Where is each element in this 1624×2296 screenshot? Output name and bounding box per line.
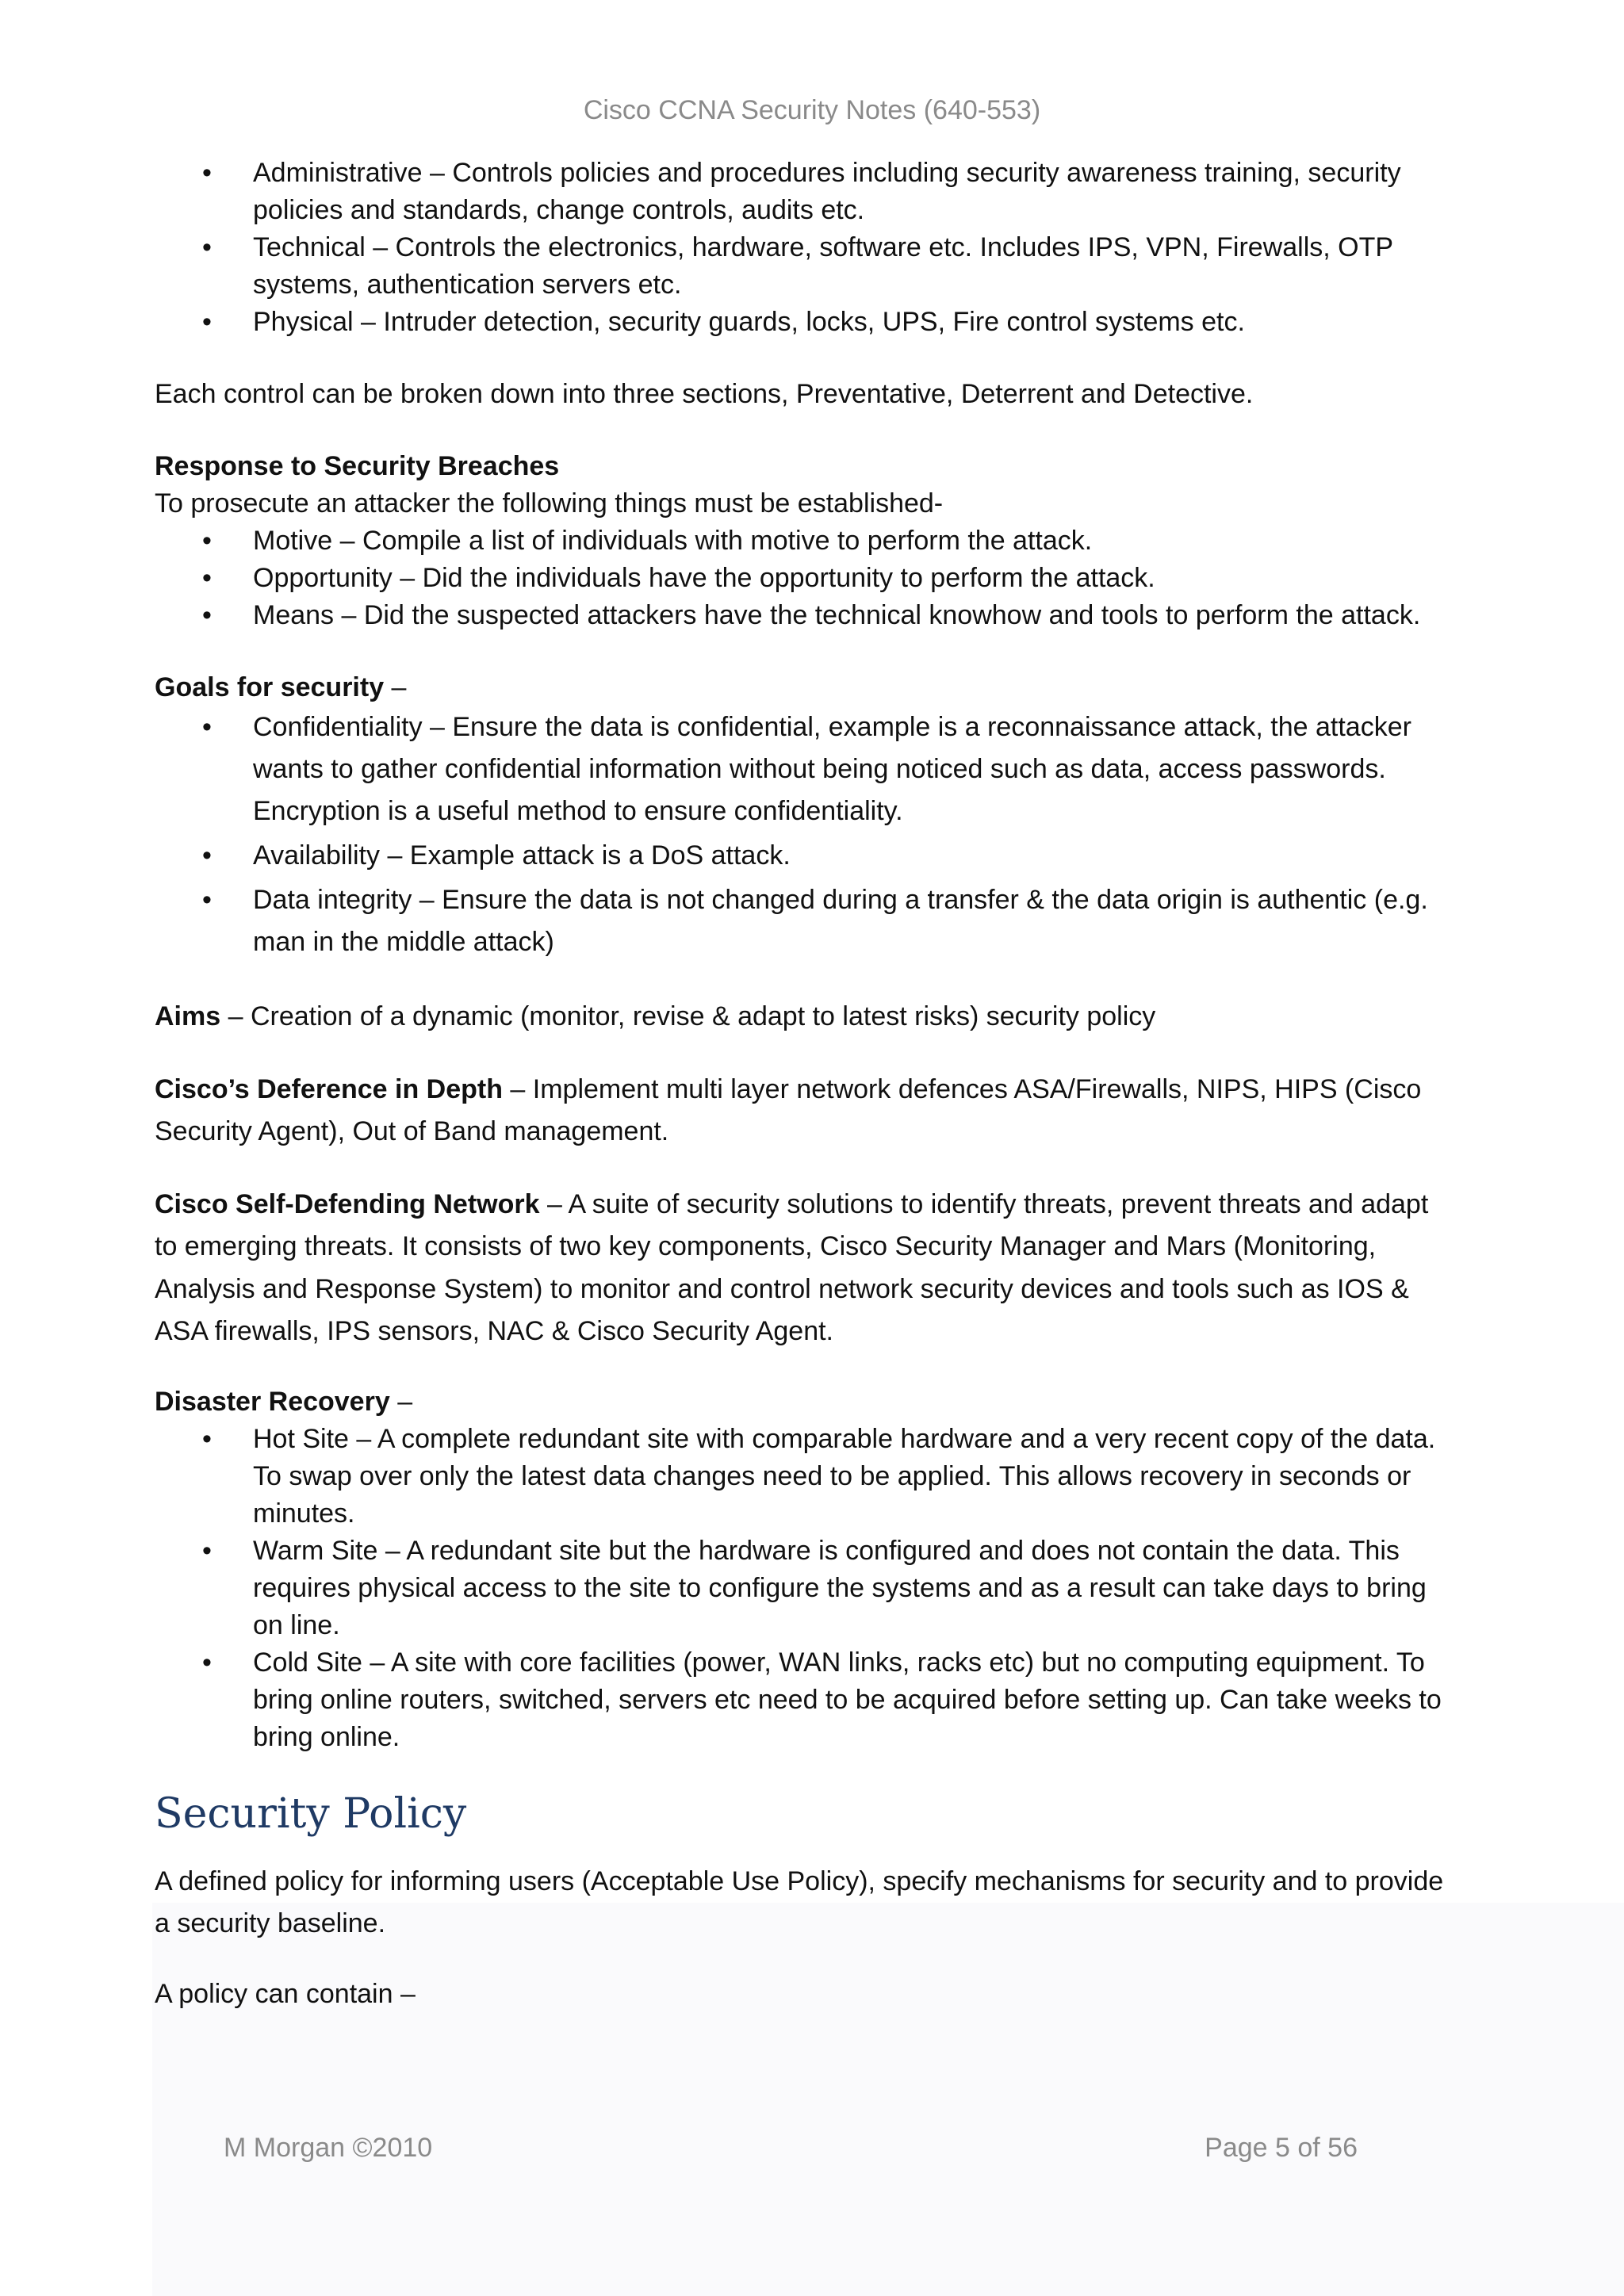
page-content bbox=[155, 155, 1455, 2013]
goals-list bbox=[155, 706, 1455, 963]
defence-paragraph: Cisco’s Deference in Depth – Implement multi layer network defences ASA/Firewalls, NIPS, HIPS (Cisco Security Agent), Out of Band management. bbox=[155, 1073, 1422, 1146]
disaster-heading: Disaster Recovery – bbox=[155, 1386, 413, 1417]
list-item: • Motive – Compile a list of individuals with motive to perform the attack. bbox=[253, 522, 1455, 560]
disaster-list bbox=[155, 1421, 1455, 1756]
list-item: • Data integrity – Ensure the data is not changed during a transfer & the data origin is authentic (e.g. man in the middle attack) bbox=[253, 879, 1455, 963]
aims-paragraph: Aims – Creation of a dynamic (monitor, revise & adapt to latest risks) security policy bbox=[155, 1001, 1156, 1031]
sdn-paragraph: Cisco Self-Defending Network – A suite of security solutions to identify threats, prevent threats and adapt to emerging threats. It consists of two key components, Cisco Security Manager and Mars (Monitoring, Analysis and Response System) to monitor and control network security devices and tools such as IOS & ASA firewalls, IPS sensors, NAC & Cisco Security Agent. bbox=[155, 1188, 1429, 1346]
response-intro: To prosecute an attacker the following things must be established- bbox=[155, 488, 944, 519]
page-header: Cisco CCNA Security Notes (640-553) bbox=[583, 95, 1041, 125]
section-heading: Security Policy bbox=[155, 1789, 467, 1838]
policy-paragraph: A defined policy for informing users (Acceptable Use Policy), specify mechanisms for security and to provide a security baseline. bbox=[155, 1866, 1444, 1938]
list-item: • Warm Site – A redundant site but the hardware is configured and does not contain the data. This requires physical access to the site to configure the systems and as a result can take days to bring on line. bbox=[253, 1533, 1455, 1644]
list-item: • Cold Site – A site with core facilities (power, WAN links, racks etc) but no computing equipment. To bring online routers, switched, servers etc need to be acquired before setting up. Can take weeks to bring online. bbox=[253, 1644, 1455, 1756]
list-item: • Technical – Controls the electronics, hardware, software etc. Includes IPS, VPN, Firewalls, OTP systems, authentication servers etc. bbox=[253, 229, 1455, 304]
list-item: • Administrative – Controls policies and procedures including security awareness training, security policies and standards, change controls, audits etc. bbox=[253, 155, 1455, 229]
response-heading: Response to Security Breaches bbox=[155, 451, 560, 481]
list-item: • Availability – Example attack is a DoS attack. bbox=[253, 835, 1455, 877]
policy-contains: A policy can contain – bbox=[155, 1978, 416, 2009]
list-item: • Means – Did the suspected attackers have the technical knowhow and tools to perform the attack. bbox=[253, 597, 1455, 634]
list-item: • Confidentiality – Ensure the data is confidential, example is a reconnaissance attack, the attacker wants to gather confidential information without being noticed such as data, access passwords. Encryption is a useful method to ensure confidentiality. bbox=[253, 706, 1455, 832]
list-item: • Physical – Intruder detection, security guards, locks, UPS, Fire control systems etc. bbox=[253, 304, 1455, 341]
list-item: • Hot Site – A complete redundant site with comparable hardware and a very recent copy of the data. To swap over only the latest data changes need to be applied. This allows recovery in seconds or minutes. bbox=[253, 1421, 1455, 1533]
response-list bbox=[155, 522, 1455, 634]
goals-heading: Goals for security – bbox=[155, 672, 407, 702]
controls-list bbox=[155, 155, 1455, 341]
controls-summary: Each control can be broken down into three sections, Preventative, Deterrent and Detective. bbox=[155, 379, 1254, 409]
footer-author: M Morgan ©2010 bbox=[224, 2133, 433, 2163]
list-item: • Opportunity – Did the individuals have the opportunity to perform the attack. bbox=[253, 560, 1455, 597]
footer-page-number: Page 5 of 56 bbox=[1205, 2133, 1358, 2163]
